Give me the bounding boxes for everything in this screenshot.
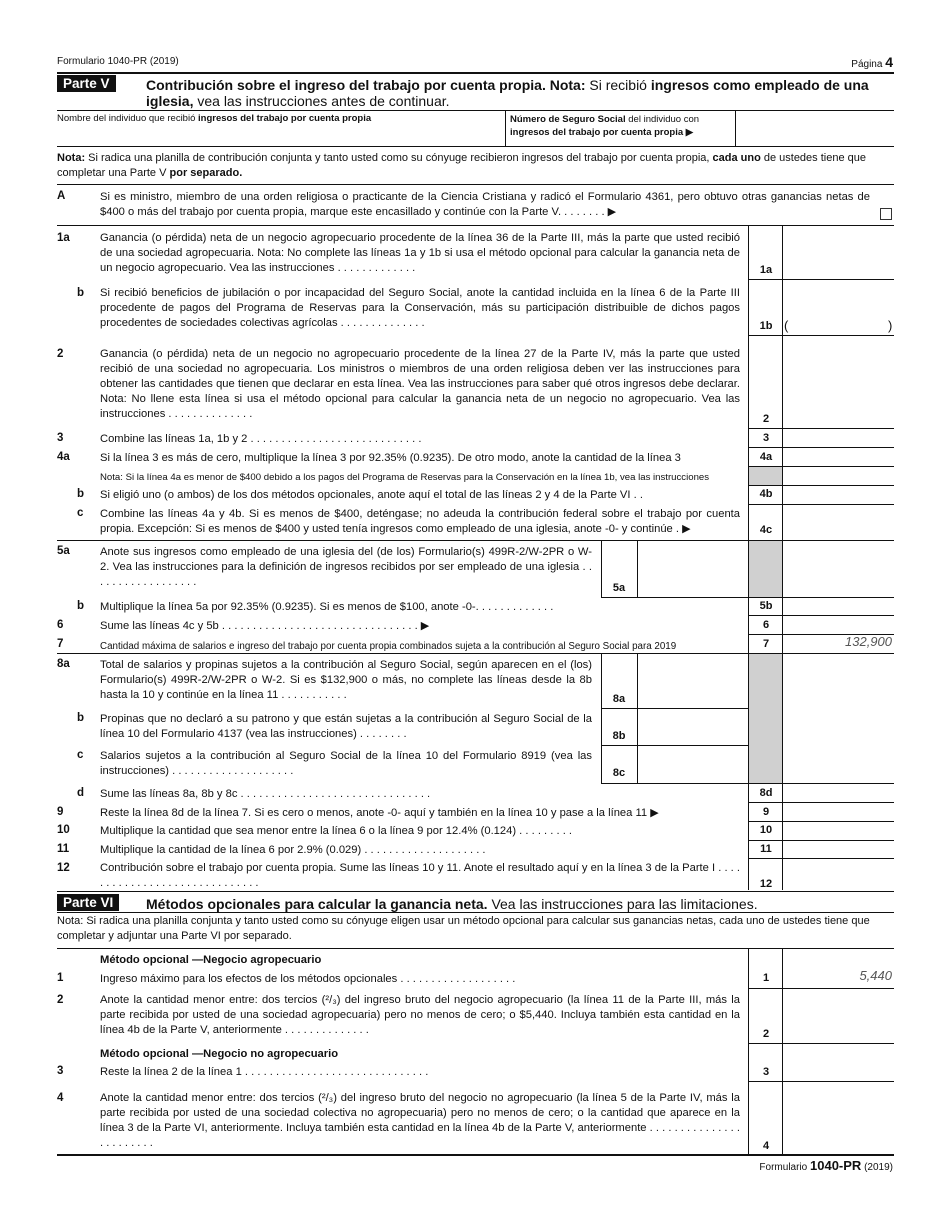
part-vi-title: Métodos opcionales para calcular la ganancia neta. Vea las instrucciones para las limitaciones. bbox=[146, 896, 758, 912]
line-8b-num: b bbox=[77, 712, 85, 724]
line-1b-paren-open: ( bbox=[784, 318, 789, 333]
line-6-amount-input[interactable] bbox=[783, 616, 893, 633]
line-8a-box-label: 8a bbox=[612, 693, 626, 705]
line-2-text: Ganancia (o pérdida) neta de un negocio no agropecuario procedente de la línea 27 de la Parte IV, más la parte que usted recibió de una sociedad no agropecuaria. Los ministros o miembros de una orden religiosa deben ver las instrucciones para obtener las cantidades que tienen que declarar en esta línea. Vea las instrucciones para saber qué otros ingresos debe declarar. Nota: No llene esta línea si usa el método opcional para calcular la ganancia neta de un negocio no agropecuario. Vea las instrucciones . . . . . . . . . . . . . . bbox=[100, 348, 740, 420]
line-8d-num: d bbox=[77, 787, 85, 799]
top-rule bbox=[57, 72, 894, 74]
line-5a-box-label: 5a bbox=[612, 582, 626, 594]
p6-line-1-amount: 5,440 bbox=[859, 968, 892, 983]
p6-line-3-text: Reste la línea 2 de la línea 1 . . . . . . . . . . . . . . . . . . . . . . . . . . . . . . bbox=[100, 1066, 429, 1078]
p6-line-1-text: Ingreso máximo para los efectos de los métodos opcionales . . . . . . . . . . . . . . . . . . . bbox=[100, 973, 516, 985]
line-4a-amount-input[interactable] bbox=[783, 448, 893, 465]
line-7-text: Cantidad máxima de salarios e ingreso del trabajo por cuenta propia combinados sujeta a la contribución al Seguro Social para 2019 bbox=[100, 641, 677, 652]
line-12-text: Contribución sobre el trabajo por cuenta propia. Sume las líneas 10 y 11. Anote el resultado aquí y en la línea 3 de la Parte I . . . . . . . . . . . . . . . . . . . . . . . . . . . . . . bbox=[100, 862, 740, 889]
form-footer: Formulario 1040-PR (2019) bbox=[759, 1158, 893, 1173]
line-5a-shaded bbox=[749, 541, 782, 597]
p6-line-4-amount-input[interactable] bbox=[783, 1082, 893, 1153]
line-6-num: 6 bbox=[57, 619, 64, 631]
line-4a-note: Nota: Si la línea 4a es menor de $400 debido a los pagos del Programa de Reservas para la Conservación en la línea 1b, vea las instrucciones bbox=[100, 472, 710, 483]
line-5b-text: Multiplique la línea 5a por 92.35% (0.9235). Si es menos de $100, anote -0-. . . . . . . . . . . . . bbox=[100, 601, 554, 613]
line-4c-num: c bbox=[77, 507, 84, 519]
p6-line-2-num: 2 bbox=[57, 994, 64, 1006]
line-11-amount-input[interactable] bbox=[783, 841, 893, 858]
line-10-box-label: 10 bbox=[759, 824, 773, 836]
line-8d-box-label: 8d bbox=[759, 787, 773, 799]
line-4a-num: 4a bbox=[57, 451, 70, 463]
line-4b-num: b bbox=[77, 488, 85, 500]
line-1a-box-label: 1a bbox=[759, 264, 773, 276]
ssn-field-label: Número de Seguro Social del individuo con ingresos del trabajo por cuenta propia ▶ bbox=[510, 114, 700, 138]
line-4a-shaded bbox=[749, 467, 782, 485]
line-1a-num: 1a bbox=[57, 232, 70, 244]
line-10-amount-input[interactable] bbox=[783, 822, 893, 839]
line-3-num: 3 bbox=[57, 432, 64, 444]
line-3-amount-input[interactable] bbox=[783, 429, 893, 446]
line-9-amount-input[interactable] bbox=[783, 803, 893, 820]
line-5a-amount-input[interactable] bbox=[638, 542, 747, 596]
line-8a-num: 8a bbox=[57, 658, 70, 670]
p6-line-2-box-label: 2 bbox=[762, 1028, 770, 1040]
p6-line-1-box-label: 1 bbox=[762, 972, 770, 984]
line-4c-box-label: 4c bbox=[759, 524, 773, 536]
line-2-amount-input[interactable] bbox=[783, 337, 893, 427]
line-7-amount: 132,900 bbox=[845, 634, 892, 649]
line-12-box-label: 12 bbox=[759, 878, 773, 890]
line-1a-amount-input[interactable] bbox=[783, 226, 893, 278]
line-4b-box-label: 4b bbox=[759, 488, 773, 500]
line-3-box-label: 3 bbox=[762, 432, 770, 444]
line-a-text: Si es ministro, miembro de una orden religiosa o practicante de la Ciencia Cristiana y radicó el Formulario 4361, pero obtuvo otras ganancias netas de $400 o más del trabajo por cuenta propia, marque este encasillado y continúe con la Parte V. . . . . . . . ▶ bbox=[100, 191, 870, 218]
line-8b-box-label: 8b bbox=[612, 730, 626, 742]
line-10-num: 10 bbox=[57, 824, 70, 836]
line-5a-text: Anote sus ingresos como empleado de una iglesia del (de los) Formulario(s) 499R-2/W-2PR o W-2. Vea las instrucciones para la definición de ingresos recibidos por ser empleado de una iglesia . . . . . . . . . . . . . . . . . . bbox=[100, 546, 592, 588]
farm-method-heading: Método opcional —Negocio agropecuario bbox=[100, 954, 322, 966]
line-1b-paren-close: ) bbox=[888, 318, 893, 333]
line-1b-amount-input[interactable] bbox=[790, 281, 886, 334]
line-1a-text: Ganancia (o pérdida) neta de un negocio agropecuario procedente de la línea 36 de la Parte III, más la parte que usted recibió de una sociedad agropecuaria. Nota: No complete las líneas 1a y 1b si usa el método opcional para calcular la ganancia neta de un negocio agropecuario. Vea las instrucciones . . . . . . . . . . . . . bbox=[100, 232, 740, 274]
line-1b-num: b bbox=[77, 287, 85, 299]
line-12-amount-input[interactable] bbox=[783, 860, 893, 891]
line-4c-text: Combine las líneas 4a y 4b. Si es menos de $400, deténgase; no adeuda la contribución federal sobre el trabajo por cuenta propia. Excepción: Si es menos de $400 y usted tenía ingresos como empleado de una iglesia, anote -0- y continúe . ▶ bbox=[100, 508, 740, 535]
line-5a-num: 5a bbox=[57, 545, 70, 557]
part-v-note: Nota: Si radica una planilla de contribución conjunta y tanto usted como su cónyuge recibieron ingresos del trabajo por cuenta propia, cada uno de ustedes tiene que completar una Parte V por separado. bbox=[57, 152, 866, 179]
line-4a-text: Si la línea 3 es más de cero, multiplique la línea 3 por 92.35% (0.9235). De otro modo, anote la cantidad de la línea 3 bbox=[100, 452, 681, 464]
line-8b-amount-input[interactable] bbox=[638, 709, 747, 744]
name-field-label: Nombre del individuo que recibió ingresos del trabajo por cuenta propia bbox=[57, 113, 372, 124]
p6-line-4-text: Anote la cantidad menor entre: dos tercios (²/₃) del ingreso bruto del negocio no agropecuario (la línea 5 de la Parte IV, más la parte recibida por usted de una sociedad colectiva no agropecuaria) pero no menos de cero; o la cantidad que aparece en la línea 3 de la Parte VI, anteriormente. Incluya también esta cantidad en la línea 4b de la Parte V, anteriormente . . . . . . . . . . . . . . . . . . . . . . . . bbox=[100, 1092, 740, 1149]
line-9-text: Reste la línea 8d de la línea 7. Si es cero o menos, anote -0- aquí y también en la línea 10 y pase a la línea 11 ▶ bbox=[100, 807, 659, 819]
part-v-badge: Parte V bbox=[57, 75, 116, 92]
line-5b-amount-input[interactable] bbox=[783, 598, 893, 614]
form-id-header: Formulario 1040-PR (2019) bbox=[57, 56, 179, 67]
nonfarm-method-heading: Método opcional —Negocio no agropecuario bbox=[100, 1048, 339, 1060]
line-8d-amount-input[interactable] bbox=[783, 784, 893, 801]
line-1b-text: Si recibió beneficios de jubilación o por incapacidad del Seguro Social, anote la cantidad incluida en la línea 6 de la Parte III procedente de pagos del Programa de Reservas para la Conservación, más su participación distribuible de dichos pagos procedentes de sociedades colectivas agrícolas . . . . . . . . . . . . . . bbox=[100, 287, 740, 329]
p6-line-1-num: 1 bbox=[57, 972, 64, 984]
ssn-input[interactable] bbox=[736, 112, 893, 145]
part-v-title: Contribución sobre el ingreso del trabajo por cuenta propia. Nota: Si recibió ingresos como empleado de una iglesia, vea las instrucciones antes de continuar. bbox=[146, 77, 869, 109]
line-4b-amount-input[interactable] bbox=[783, 486, 893, 503]
line-a-checkbox[interactable] bbox=[880, 208, 892, 220]
part-vi-badge: Parte VI bbox=[57, 894, 119, 911]
line-8a-text: Total de salarios y propinas sujetos a la contribución al Seguro Social, según aparecen en el (los) Formulario(s) 499R-2/W-2PR o W-2. Si es $132,900 o más, no complete las líneas desde la 8b hasta la 10 y continúe en la línea 11 . . . . . . . . . . . bbox=[100, 659, 592, 701]
p6-line-3-amount-input[interactable] bbox=[783, 1044, 893, 1080]
line-11-text: Multiplique la cantidad de la línea 6 por 2.9% (0.029) . . . . . . . . . . . . . . . . . . . . bbox=[100, 844, 486, 856]
line-4b-text: Si eligió uno (o ambos) de los dos métodos opcionales, anote aquí el total de las líneas 2 y 4 de la Parte VI . . bbox=[100, 489, 643, 501]
line-8c-num: c bbox=[77, 749, 84, 761]
line-8c-amount-input[interactable] bbox=[638, 746, 747, 782]
line-11-num: 11 bbox=[57, 843, 70, 855]
line-8b-text: Propinas que no declaró a su patrono y que están sujetas a la contribución al Seguro Social de la línea 10 del Formulario 4137 (vea las instrucciones) . . . . . . . . bbox=[100, 713, 592, 740]
line-10-text: Multiplique la cantidad que sea menor entre la línea 6 o la línea 9 por 12.4% (0.124) . . . . . . . . . bbox=[100, 825, 573, 837]
line-9-box-label: 9 bbox=[762, 806, 770, 818]
line-6-box-label: 6 bbox=[762, 619, 770, 631]
line-a-num: A bbox=[57, 190, 66, 202]
p6-line-2-text: Anote la cantidad menor entre: dos tercios (²/₃) del ingreso bruto del negocio agropecuario (la línea 11 de la Parte III, más la parte recibida por usted de una sociedad agropecuaria) pero no menos de cero; o $5,440. Incluya también esta cantidad en la línea 4b de la Parte V, anteriormente . . . . . . . . . . . . . . bbox=[100, 994, 740, 1036]
line-5b-num: b bbox=[77, 600, 85, 612]
line-12-num: 12 bbox=[57, 862, 70, 874]
line-8-shaded bbox=[749, 654, 782, 784]
line-11-box-label: 11 bbox=[760, 843, 772, 855]
line-5b-box-label: 5b bbox=[759, 600, 773, 612]
p6-line-3-box-label: 3 bbox=[762, 1066, 770, 1078]
line-9-num: 9 bbox=[57, 806, 64, 818]
line-3-text: Combine las líneas 1a, 1b y 2 . . . . . . . . . . . . . . . . . . . . . . . . . . . . bbox=[100, 433, 422, 445]
line-8a-amount-input[interactable] bbox=[638, 655, 747, 707]
page-number: Página 4 bbox=[851, 54, 893, 70]
name-input[interactable] bbox=[58, 112, 504, 145]
line-6-text: Sume las líneas 4c y 5b . . . . . . . . . . . . . . . . . . . . . . . . . . . . . . . . ▶ bbox=[100, 620, 430, 632]
line-8c-box-label: 8c bbox=[612, 767, 626, 779]
line-7-num: 7 bbox=[57, 638, 64, 650]
p6-line-4-box-label: 4 bbox=[762, 1140, 770, 1152]
p6-line-2-amount-input[interactable] bbox=[783, 989, 893, 1042]
line-8d-text: Sume las líneas 8a, 8b y 8c . . . . . . . . . . . . . . . . . . . . . . . . . . . . . . . bbox=[100, 788, 431, 800]
line-2-box-label: 2 bbox=[762, 413, 770, 425]
p6-line-3-num: 3 bbox=[57, 1065, 64, 1077]
line-2-num: 2 bbox=[57, 348, 64, 360]
line-7-box-label: 7 bbox=[762, 638, 770, 650]
line-1b-box-label: 1b bbox=[759, 320, 773, 332]
line-4a-box-label: 4a bbox=[759, 451, 773, 463]
line-8c-text: Salarios sujetos a la contribución al Seguro Social de la línea 10 del Formulario 8919 (vea las instrucciones) . . . . . . . . . . . . . . . . . . . . bbox=[100, 750, 592, 777]
line-4c-amount-input[interactable] bbox=[783, 505, 893, 539]
part-vi-note: Nota: Si radica una planilla conjunta y tanto usted como su cónyuge eligen usar un método opcional para calcular sus ganancias netas, cada uno de ustedes tiene que completar y adjuntar una Parte VI por separado. bbox=[57, 915, 870, 942]
p6-line-4-num: 4 bbox=[57, 1092, 64, 1104]
